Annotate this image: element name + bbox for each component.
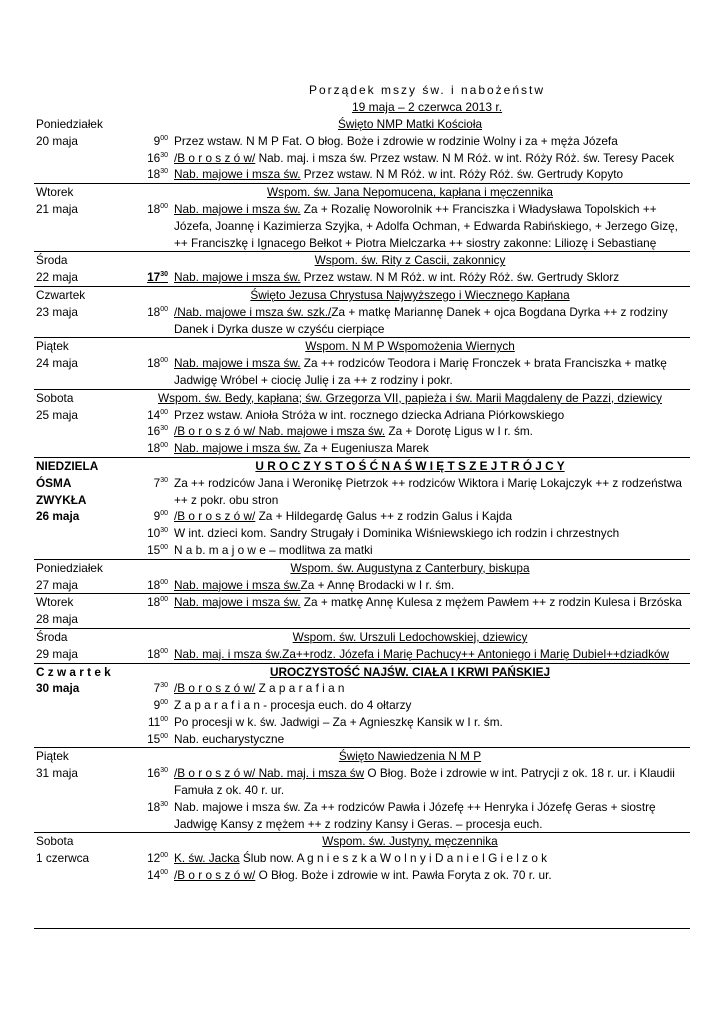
mass-type: /B o r o s z ó w/ xyxy=(174,509,256,524)
mass-intention xyxy=(168,440,690,457)
day-block xyxy=(34,747,690,832)
mass-time xyxy=(130,166,168,183)
mass-time xyxy=(130,646,168,663)
mass-row xyxy=(130,680,690,697)
mass-row xyxy=(130,799,690,833)
mass-intention xyxy=(168,133,690,150)
time-hour: 18 xyxy=(147,356,161,371)
time-minutes: 30 xyxy=(160,271,168,279)
day-label: Środa xyxy=(36,253,68,268)
time-minutes: 00 xyxy=(160,510,168,518)
mass-intention xyxy=(168,475,690,509)
day-label: NIEDZIELA xyxy=(36,458,99,473)
mass-time xyxy=(130,423,168,440)
schedule-table xyxy=(34,116,690,884)
time-hour: 14 xyxy=(147,868,161,883)
intention-text: Nab. eucharystyczne xyxy=(174,731,285,746)
day-column xyxy=(34,833,130,883)
time-minutes: 00 xyxy=(160,732,168,740)
mass-intention xyxy=(168,867,690,884)
day-block xyxy=(34,116,690,183)
mass-row xyxy=(130,731,690,748)
bottom-rule xyxy=(34,928,690,929)
mass-row xyxy=(130,201,690,251)
day-label: 21 maja xyxy=(36,201,78,216)
intention-text: Przez wstaw. Anioła Stróża w int. rocznego dziecka Adriana Piórkowskiego xyxy=(174,407,565,422)
day-block xyxy=(34,457,690,559)
day-label: Piątek xyxy=(36,339,69,354)
intention-text: O Błog. Boże i zdrowie w int. Pawła Foryta z ok. 70 r. ur. xyxy=(255,868,552,883)
document-title: Porządek mszy św. i nabożeństw xyxy=(308,83,546,97)
mass-row xyxy=(130,166,690,183)
time-hour: 18 xyxy=(147,441,161,456)
mass-intention xyxy=(168,508,690,525)
day-content xyxy=(130,560,690,594)
schedule-page xyxy=(34,82,690,884)
day-block xyxy=(34,251,690,286)
mass-intention xyxy=(168,542,690,559)
time-minutes: 00 xyxy=(160,869,168,877)
mass-time xyxy=(130,765,168,799)
time-minutes: 30 xyxy=(160,425,168,433)
feast-title: UROCZYSTOŚĆ NAJŚW. CIAŁA I KRWI PAŃSKIEJ xyxy=(269,664,551,679)
feast-title: Święto Jezusa Chrystusa Najwyższego i Wiecznego Kapłana xyxy=(250,287,570,302)
mass-type: K. św. Jacka xyxy=(174,851,240,866)
mass-intention xyxy=(168,697,690,714)
mass-row xyxy=(130,440,690,457)
intention-text: Za + matkę Mariannę Danek + ojca Bogdana Dyrka ++ z rodziny Danek i Dyrka dusze w czyśću cierpiące xyxy=(174,304,668,336)
feast-title: Wspom. św. Urszuli Ledochowskiej, dziewicy xyxy=(292,629,528,644)
day-content xyxy=(130,287,690,337)
mass-type: /B o r o s z ó w/ xyxy=(174,681,256,696)
day-column xyxy=(34,664,130,748)
mass-type: Nab. majowe i msza św. xyxy=(174,270,301,285)
mass-time xyxy=(130,867,168,884)
intention-text: O Błog. Boże i zdrowie w int. Patrycji z ok. 18 r. ur. i Klaudii Famuła z ok. 40 r. ur. xyxy=(174,766,675,798)
feast-title: U R O C Z Y S T O Ś Ć N A Ś W I Ę T S Z E J T R Ó J C Y xyxy=(255,458,565,473)
time-minutes: 30 xyxy=(160,682,168,690)
time-minutes: 00 xyxy=(160,647,168,655)
time-hour: 17 xyxy=(147,270,161,285)
mass-type: Nab. majowe i msza św. xyxy=(174,441,301,456)
time-minutes: 00 xyxy=(160,357,168,365)
day-label: 26 maja xyxy=(36,509,80,524)
intention-text: Przez wstaw. N M P Fat. O błog. Boże i zdrowie w rodzinie Wolny i za + męża Józefa xyxy=(174,133,618,148)
feast-title: Wspom. św. Rity z Cascii, zakonnicy xyxy=(314,253,506,268)
time-minutes: 00 xyxy=(160,305,168,313)
mass-time xyxy=(130,714,168,731)
day-label: 27 maja xyxy=(36,577,78,592)
mass-intention xyxy=(168,577,690,594)
mass-type: Nab. majowe i msza św. xyxy=(174,167,301,182)
day-block xyxy=(34,389,690,457)
mass-row xyxy=(130,646,690,663)
day-block xyxy=(34,559,690,594)
intention-text: Z a p a r a f i a n xyxy=(255,681,345,696)
intention-text: Ślub now. A g n i e s z k a W o l n y i D a n i e l G i e l z o k xyxy=(239,851,548,866)
time-minutes: 00 xyxy=(160,578,168,586)
mass-intention xyxy=(168,201,690,251)
day-content xyxy=(130,748,690,832)
mass-type: /Nab. majowe i msza św. szk./ xyxy=(174,304,332,319)
mass-time xyxy=(130,799,168,833)
mass-row xyxy=(130,475,690,509)
feast-title: Wspom. N M P Wspomożenia Wiernych xyxy=(305,339,515,354)
time-minutes: 30 xyxy=(160,800,168,808)
mass-intention xyxy=(168,355,690,389)
mass-time xyxy=(130,697,168,714)
mass-time xyxy=(130,475,168,509)
day-label: Poniedziałek xyxy=(36,560,103,575)
mass-row xyxy=(130,150,690,167)
intention-text: Przez wstaw. N M Róż. w int. Róży Róż. św. Gertrudy Kopyto xyxy=(300,167,624,182)
intention-text: Za + Rozalię Noworolnik ++ Franciszka i Władysława Topolskich ++ Józefa, Joannę i Kazimierza Szyjka, + Adolfa Ochman, + Edwarda Rabińskiego, + Jerzego Gizę, ++ Franciszkę i Ignacego Bełkot + Piotra Mielczarka ++ siostry zakonne: Liliozę i Sebastianę xyxy=(174,201,678,250)
day-content xyxy=(130,338,690,388)
day-column xyxy=(34,748,130,832)
day-block xyxy=(34,183,690,251)
time-minutes: 30 xyxy=(160,151,168,159)
day-block xyxy=(34,337,690,388)
mass-row xyxy=(130,577,690,594)
day-label: 22 maja xyxy=(36,270,78,285)
mass-intention xyxy=(168,646,690,663)
time-hour: 18 xyxy=(147,167,161,182)
mass-time xyxy=(130,201,168,251)
mass-row xyxy=(130,867,690,884)
mass-time xyxy=(130,355,168,389)
time-minutes: 30 xyxy=(160,168,168,176)
mass-time xyxy=(130,304,168,338)
mass-time xyxy=(130,594,168,611)
time-hour: 16 xyxy=(147,766,161,781)
mass-intention xyxy=(168,850,690,867)
day-label: 30 maja xyxy=(36,681,80,696)
mass-intention xyxy=(168,765,690,799)
day-label: 1 czerwca xyxy=(36,851,90,866)
mass-row xyxy=(130,594,690,611)
day-label: Środa xyxy=(36,629,68,644)
intention-text: W int. dzieci kom. Sandry Strugały i Dominika Wiśniewskiego ich rodzin i chrzestnych xyxy=(174,526,620,541)
mass-type: Nab. maj. i msza św.Za++rodz. Józefa i Marię Pachucy++ Antoniego i Marię Dubiel++dziadków xyxy=(174,646,670,661)
day-column xyxy=(34,116,130,183)
mass-intention xyxy=(168,269,690,286)
day-content xyxy=(130,458,690,559)
intention-text: Za + matkę Annę Kulesa z mężem Pawłem ++ z rodzin Kulesa i Brzóska xyxy=(300,595,682,610)
day-column xyxy=(34,252,130,286)
mass-row xyxy=(130,850,690,867)
mass-intention xyxy=(168,714,690,731)
mass-time xyxy=(130,850,168,867)
time-minutes: 30 xyxy=(160,767,168,775)
day-label: Poniedziałek xyxy=(36,117,103,131)
day-content xyxy=(130,664,690,748)
time-minutes: 00 xyxy=(160,852,168,860)
feast-title: Wspom. św. Justyny, męczennika xyxy=(322,834,498,849)
time-hour: 14 xyxy=(147,407,161,422)
mass-time xyxy=(130,525,168,542)
intention-text: Za + Annę Brodacki w I r. śm. xyxy=(300,577,455,592)
time-hour: 18 xyxy=(147,646,161,661)
mass-time xyxy=(130,680,168,697)
time-hour: 7 xyxy=(153,475,161,490)
mass-time xyxy=(130,269,168,286)
mass-type: Nab. majowe i msza św. xyxy=(174,577,301,592)
time-hour: 18 xyxy=(147,595,161,610)
day-block xyxy=(34,593,690,628)
intention-text: N a b. m a j o w e – modlitwa za matki xyxy=(174,542,373,557)
mass-type: /B o r o s z ó w/ Nab. maj. i msza św xyxy=(174,766,365,781)
feast-title: Święto NMP Matki Kościoła xyxy=(337,117,483,131)
day-label: Wtorek xyxy=(36,185,74,200)
day-label: Sobota xyxy=(36,834,74,849)
feast-title: Wspom. św. Augustyna z Canterbury, biskupa xyxy=(290,560,530,575)
day-column xyxy=(34,629,130,663)
feast-title: Święto Nawiedzenia N M P xyxy=(338,749,482,764)
mass-intention xyxy=(168,594,690,611)
feast-title: Wspom. św. Jana Nepomucena, kapłana i męczennika xyxy=(267,185,553,200)
time-minutes: 00 xyxy=(160,699,168,707)
day-block xyxy=(34,628,690,663)
feast-title: Wspom. św. Bedy, kapłana; św. Grzegorza VII, papieża i św. Marii Magdaleny de Pazzi, dziewicy xyxy=(158,390,662,405)
day-label: 24 maja xyxy=(36,356,78,371)
day-label: ZWYKŁA xyxy=(36,492,87,507)
day-content xyxy=(130,116,690,183)
mass-row xyxy=(130,355,690,389)
mass-row xyxy=(130,542,690,559)
day-content xyxy=(130,629,690,663)
mass-intention xyxy=(168,166,690,183)
day-column xyxy=(34,338,130,388)
mass-row xyxy=(130,423,690,440)
mass-row xyxy=(130,765,690,799)
mass-row xyxy=(130,304,690,338)
day-content xyxy=(130,184,690,251)
intention-text: Za ++ rodziców Teodora i Marię Fronczek + brata Franciszka + matkę Jadwigę Wróbel + ciocię Julię i za ++ z rodziny i pokr. xyxy=(174,356,667,387)
time-minutes: 00 xyxy=(160,202,168,210)
time-minutes: 00 xyxy=(160,408,168,416)
day-label: Wtorek xyxy=(36,595,74,610)
mass-time xyxy=(130,731,168,748)
intention-text: Za + Hildegardę Galus ++ z rodzin Galus i Kajda xyxy=(255,509,513,524)
day-column xyxy=(34,458,130,559)
day-label: Sobota xyxy=(36,390,74,405)
mass-type: /B o r o s z ó w/ Nab. majowe i msza św. xyxy=(174,424,386,439)
day-label: ÓSMA xyxy=(36,475,72,490)
mass-time xyxy=(130,542,168,559)
time-hour: 16 xyxy=(147,150,161,165)
day-label: 31 maja xyxy=(36,766,78,781)
mass-type: Nab. majowe i msza św. xyxy=(174,595,301,610)
mass-row xyxy=(130,525,690,542)
mass-time xyxy=(130,508,168,525)
day-label: Piątek xyxy=(36,749,69,764)
time-hour: 9 xyxy=(153,133,161,148)
mass-intention xyxy=(168,799,690,833)
day-block xyxy=(34,286,690,337)
intention-text: Za + Eugeniusza Marek xyxy=(300,441,429,456)
day-content xyxy=(130,594,690,628)
time-minutes: 30 xyxy=(160,476,168,484)
day-label: Czwartek xyxy=(36,287,86,302)
time-hour: 9 xyxy=(153,509,161,524)
mass-intention xyxy=(168,423,690,440)
mass-row xyxy=(130,269,690,286)
mass-intention xyxy=(168,304,690,338)
day-column xyxy=(34,287,130,337)
mass-intention xyxy=(168,407,690,424)
mass-row xyxy=(130,697,690,714)
time-hour: 12 xyxy=(147,851,161,866)
day-label: 23 maja xyxy=(36,304,78,319)
day-content xyxy=(130,252,690,286)
time-hour: 10 xyxy=(147,526,161,541)
mass-type: Nab. majowe i msza św. xyxy=(174,201,301,216)
time-hour: 9 xyxy=(153,698,161,713)
mass-time xyxy=(130,133,168,150)
intention-text: Za ++ rodziców Jana i Weronikę Pietrzok ++ rodziców Wiktora i Marię Lokajczyk ++ z rodzeństwa ++ z pokr. obu stron xyxy=(174,475,682,507)
mass-row xyxy=(130,714,690,731)
mass-intention xyxy=(168,150,690,167)
mass-type: Nab. majowe i msza św. xyxy=(174,356,301,371)
day-column xyxy=(34,594,130,628)
time-hour: 16 xyxy=(147,424,161,439)
mass-row xyxy=(130,508,690,525)
day-column xyxy=(34,560,130,594)
intention-text: Przez wstaw. N M Róż. w int. Róży Róż. św. Gertrudy Sklorz xyxy=(300,270,620,285)
time-hour: 18 xyxy=(147,577,161,592)
day-label: 29 maja xyxy=(36,646,78,661)
day-column xyxy=(34,184,130,251)
mass-time xyxy=(130,407,168,424)
day-label: 20 maja xyxy=(36,133,78,148)
document-dates: 19 maja – 2 czerwca 2013 r. xyxy=(351,100,503,114)
mass-intention xyxy=(168,680,690,697)
mass-time xyxy=(130,440,168,457)
day-label: 28 maja xyxy=(36,612,78,627)
time-hour: 18 xyxy=(147,304,161,319)
time-hour: 7 xyxy=(153,681,161,696)
time-hour: 18 xyxy=(147,201,161,216)
intention-text: Po procesji w k. św. Jadwigi – Za + Agnieszkę Kansik w I r. śm. xyxy=(174,714,503,729)
mass-row xyxy=(130,133,690,150)
day-block xyxy=(34,832,690,883)
time-hour: 15 xyxy=(147,731,161,746)
day-label: C z w a r t e k xyxy=(36,664,111,679)
mass-intention xyxy=(168,731,690,748)
time-minutes: 00 xyxy=(160,715,168,723)
mass-intention xyxy=(168,525,690,542)
time-minutes: 00 xyxy=(160,596,168,604)
day-column xyxy=(34,390,130,457)
mass-type: /B o r o s z ó w/ xyxy=(174,150,256,165)
mass-type: /B o r o s z ó w/ xyxy=(174,868,256,883)
time-minutes: 00 xyxy=(160,442,168,450)
time-hour: 15 xyxy=(147,542,161,557)
day-label: 25 maja xyxy=(36,407,78,422)
day-content xyxy=(130,833,690,883)
intention-text: Nab. maj. i msza św. Przez wstaw. N M Róż. w int. Róży Róż. św. Teresy Pacek xyxy=(255,150,674,165)
intention-text: Nab. majowe i msza św. Za ++ rodziców Pawła i Józefę ++ Henryka i Józefę Geras + siostrę Jadwigę Kansy z mężem ++ z rodziny Kansy i Geras. – procesja euch. xyxy=(174,799,656,831)
intention-text: Z a p a r a f i a n - procesja euch. do 4 ołtarzy xyxy=(174,698,412,713)
mass-time xyxy=(130,577,168,594)
time-minutes: 00 xyxy=(160,543,168,551)
time-hour: 11 xyxy=(147,714,161,729)
time-minutes: 00 xyxy=(160,134,168,142)
time-hour: 18 xyxy=(147,799,161,814)
day-block xyxy=(34,663,690,748)
mass-time xyxy=(130,150,168,167)
mass-row xyxy=(130,407,690,424)
intention-text: Za + Dorotę Ligus w I r. śm. xyxy=(385,424,533,439)
time-minutes: 30 xyxy=(160,527,168,535)
day-content xyxy=(130,390,690,457)
